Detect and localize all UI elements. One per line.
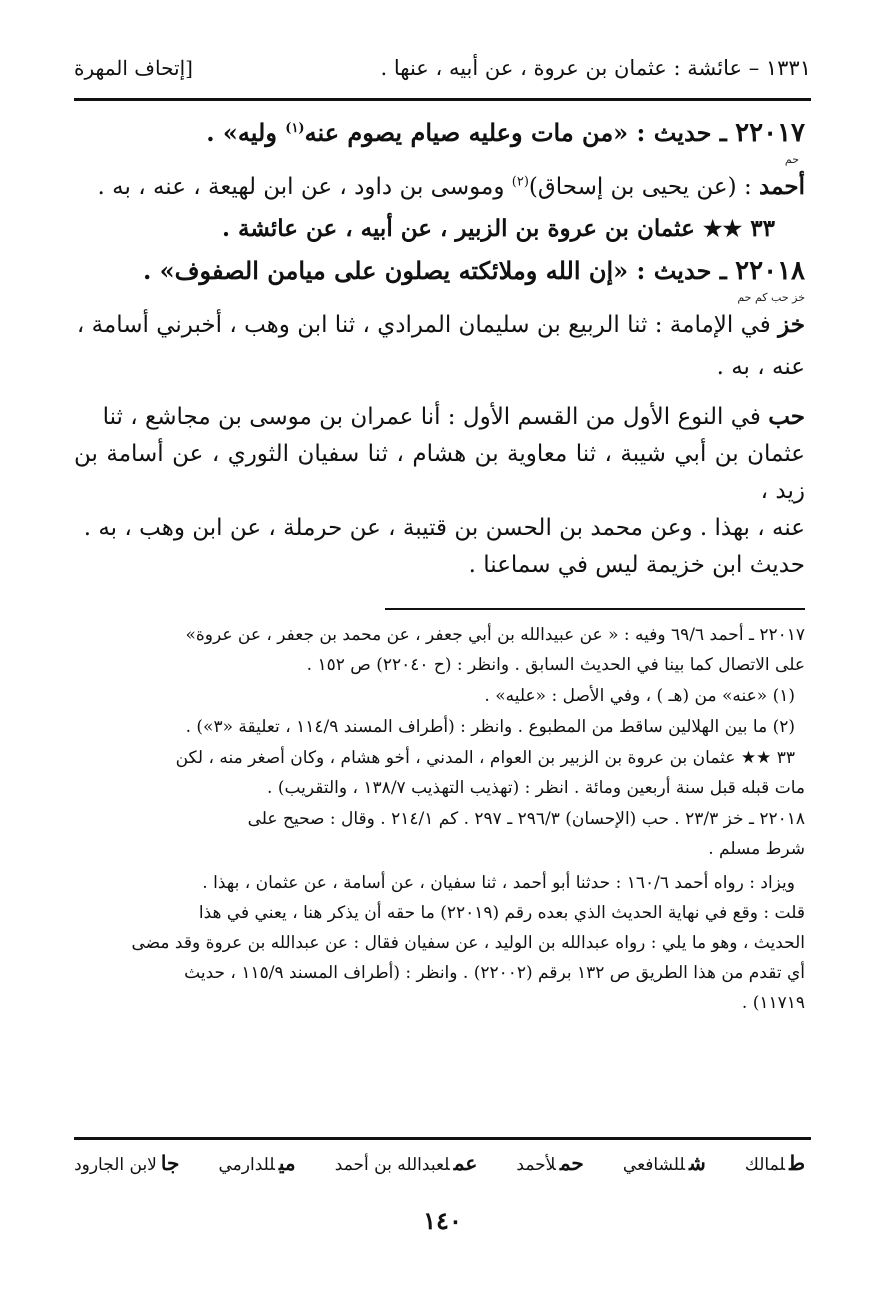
legend-item [745, 1151, 805, 1175]
narration-lead: أحمد [759, 173, 805, 200]
footnote-line: على الاتصال كما بينا في الحديث السابق . وانظر : (ح ٢٢٠٤٠) ص ١٥٢ . [306, 655, 805, 675]
footnotes [74, 620, 805, 1019]
chain-heading-33 [74, 208, 805, 250]
running-header [74, 50, 811, 86]
narration-hibban-line2: عثمان بن أبي شيبة ، ثنا معاوية بن هشام ، ثنا سفيان الثوري ، عن أسامة بن زيد ، [74, 441, 805, 504]
footnote-1: (١) «عنه» من (هـ ) ، وفي الأصل : «عليه» . [484, 686, 795, 706]
chain-number: ٣٣ [750, 215, 775, 242]
legend-code: حم [559, 1151, 584, 1175]
narration-text: : (عن يحيى بن إسحاق) [528, 174, 760, 200]
legend-code: مي [278, 1151, 296, 1175]
legend-label: لعبدالله بن أحمد [334, 1155, 450, 1175]
header-book-title: [إتحاف المهرة [74, 56, 193, 80]
footnote-33 [74, 743, 805, 803]
legend-item [74, 1151, 179, 1175]
footnote-line: قلت : وقع في نهاية الحديث الذي بعده رقم (٢٢٠١٩) ما حقه أن يذكر هنا ، يعني في هذا [198, 903, 805, 923]
hadith-text-end: وليه» . [206, 118, 286, 147]
footnote-ref: (٢) [511, 174, 529, 190]
narration-hibban-line4: حديث ابن خزيمة ليس في سماعنا . [468, 552, 805, 578]
footnote-line: ويزاد : رواه أحمد ١٦٠/٦ : حدثنا أبو أحمد ، ثنا سفيان ، عن أسامة ، عن عثمان ، بهذا . [202, 873, 795, 893]
footnote-line: مات قبله قبل سنة أربعين ومائة . انظر : (تهذيب التهذيب ١٣٨/٧ ، والتقريب) . [267, 778, 805, 798]
legend-item [335, 1151, 478, 1175]
narration-lead: حب [768, 403, 805, 430]
narration-text: في النوع الأول من القسم الأول : أنا عمران بن موسى بن مجاشع ، ثنا [102, 404, 769, 430]
hadith-text: ـ حديث : «إن الله وملائكته يصلون على ميامن الصفوف» . [142, 256, 736, 285]
source-codes: حم [784, 153, 799, 166]
legend-label: للشافعي [622, 1155, 686, 1175]
header-rule [74, 98, 811, 101]
legend-rule [74, 1137, 811, 1140]
hadith-heading-22018 [74, 250, 805, 292]
main-text [74, 112, 805, 584]
legend-label: لمالك [744, 1155, 786, 1175]
footnote-line: ٢٢٠١٧ ـ أحمد ٦٩/٦ وفيه : « عن عبيدالله بن أبي جعفر ، عن محمد بن جعفر ، عن عروة» [185, 625, 805, 645]
hadith-number: ٢٢٠١٧ [735, 118, 805, 148]
footnote-ref: (١) [285, 121, 305, 136]
footnote-2: (٢) ما بين الهلالين ساقط من المطبوع . وانظر : (أطراف المسند ١١٤/٩ ، تعليقة «٣») . [185, 717, 795, 737]
legend-code: ط [789, 1151, 805, 1175]
legend-label: لابن الجارود [74, 1155, 157, 1175]
footnote-separator [385, 608, 805, 610]
chain-text: عثمان بن عروة بن الزبير ، عن أبيه ، عن عائشة . [221, 215, 703, 242]
source-codes: خز حب كم حم [737, 291, 805, 304]
legend-item [219, 1151, 296, 1175]
footnote-22017 [74, 620, 805, 680]
footnote-line: أي تقدم من هذا الطريق ص ١٣٢ برقم (٢٢٠٠٢) . وانظر : (أطراف المسند ١١٥/٩ ، حديث [184, 963, 805, 983]
narration-lead: خز [778, 311, 805, 338]
legend-code: جا [160, 1151, 180, 1175]
footnote-line: ٢٢٠١٨ ـ خز ٢٣/٣ . حب (الإحسان) ٢٩٦/٣ ـ ٢٩٧ . كم ٢١٤/١ . وقال : صحيح على [247, 809, 805, 829]
footnote-line: الحديث ، وهو ما يلي : رواه عبدالله بن الوليد ، عن سفيان فقال : عن عبدالله بن عروة وقد مضى [131, 933, 805, 953]
footnote-additions [74, 868, 805, 1018]
narration-text: في الإمامة : ثنا الربيع بن سليمان المرادي ، ثنا ابن وهب ، أخبرني أسامة ، [76, 312, 779, 338]
footnote-line: ١١٧١٩) . [741, 993, 805, 1013]
narration-hibban-line3: عنه ، بهذا . وعن محمد بن الحسن بن قتيبة ، عن حرملة ، عن ابن وهب ، به . [83, 515, 805, 541]
page-number: ١٤٠ [423, 1206, 462, 1235]
star-icon: ★★ [702, 216, 743, 242]
legend-code: عم [453, 1151, 478, 1175]
narration-ahmad [74, 166, 805, 208]
narration-hibban [74, 398, 805, 436]
hadith-number: ٢٢٠١٨ [735, 256, 805, 286]
hadith-text: ـ حديث : «من مات وعليه صيام يصوم عنه [304, 118, 736, 147]
narration-khuzaymah [74, 304, 805, 346]
footnote-line: شرط مسلم . [708, 839, 805, 859]
narration-khuzaymah-cont: عنه ، به . [716, 354, 805, 380]
abbreviation-legend [74, 1148, 805, 1178]
legend-label: لأحمد [516, 1155, 556, 1175]
legend-label: للدارمي [218, 1155, 275, 1175]
footnote-22018 [74, 804, 805, 864]
legend-item [516, 1151, 583, 1175]
hadith-heading-22017 [74, 112, 805, 154]
legend-code: ش [689, 1151, 706, 1175]
header-chapter-title: ١٣٣١ – عائشة : عثمان بن عروة ، عن أبيه ، عنها . [380, 56, 811, 80]
footnote-line: ٣٣ ★★ عثمان بن عروة بن الزبير بن العوام ، المدني ، أخو هشام ، وكان أصغر منه ، لكن [175, 748, 795, 768]
legend-item [623, 1151, 706, 1175]
narration-text-end: وموسى بن داود ، عن ابن لهيعة ، عنه ، به . [97, 174, 512, 200]
